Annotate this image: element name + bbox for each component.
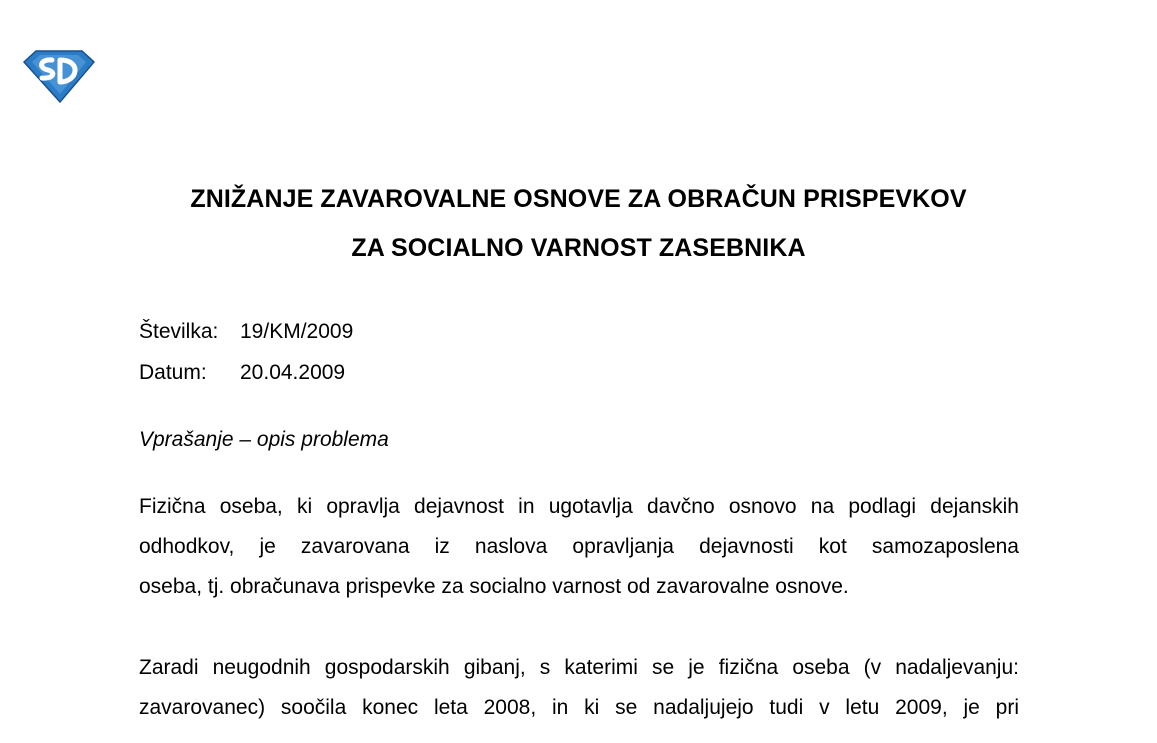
document-number-label: Številka: (139, 320, 219, 343)
document-title-line-2: ZA SOCIALNO VARNOST ZASEBNIKA (351, 234, 806, 262)
paragraph-line-text: zavarovanec) soočila konec leta 2008, in ki se nadaljujejo tudi v letu 2009, je pri (139, 696, 1019, 719)
paragraph-2 (139, 655, 1019, 735)
paragraph-line-text: Fizična oseba, ki opravlja dejavnost in ugotavlja davčno osnovo na podlagi dejanskih (139, 495, 1019, 518)
document-number-value: 19/KM/2009 (240, 320, 354, 343)
paragraph-line-text: oseba, tj. obračunava prispevke za socialno varnost od zavarovalne osnove. (139, 575, 849, 598)
document-title-line-1: ZNIŽANJE ZAVAROVALNE OSNOVE ZA OBRAČUN PRISPEVKOV (190, 185, 967, 213)
paragraph-line (139, 494, 1019, 534)
paragraph-line-text: Zaradi neugodnih gospodarskih gibanj, s katerimi se je fizična oseba (v nadaljevanju: (139, 656, 1019, 679)
paragraph-line (139, 534, 1019, 574)
document-date-value: 20.04.2009 (240, 361, 346, 384)
paragraph-line (139, 655, 1019, 695)
company-logo (22, 48, 96, 104)
paragraph-line (139, 695, 1019, 735)
section-heading: Vprašanje – opis problema (139, 428, 389, 451)
document-date-label: Datum: (139, 361, 207, 384)
paragraph-line-text: odhodkov, je zavarovana iz naslova opravljanja dejavnosti kot samozaposlena (139, 535, 1019, 558)
document-date-row (139, 360, 346, 386)
paragraph-line (139, 574, 1019, 614)
paragraph-1 (139, 494, 1019, 614)
document-number-row (139, 319, 354, 345)
